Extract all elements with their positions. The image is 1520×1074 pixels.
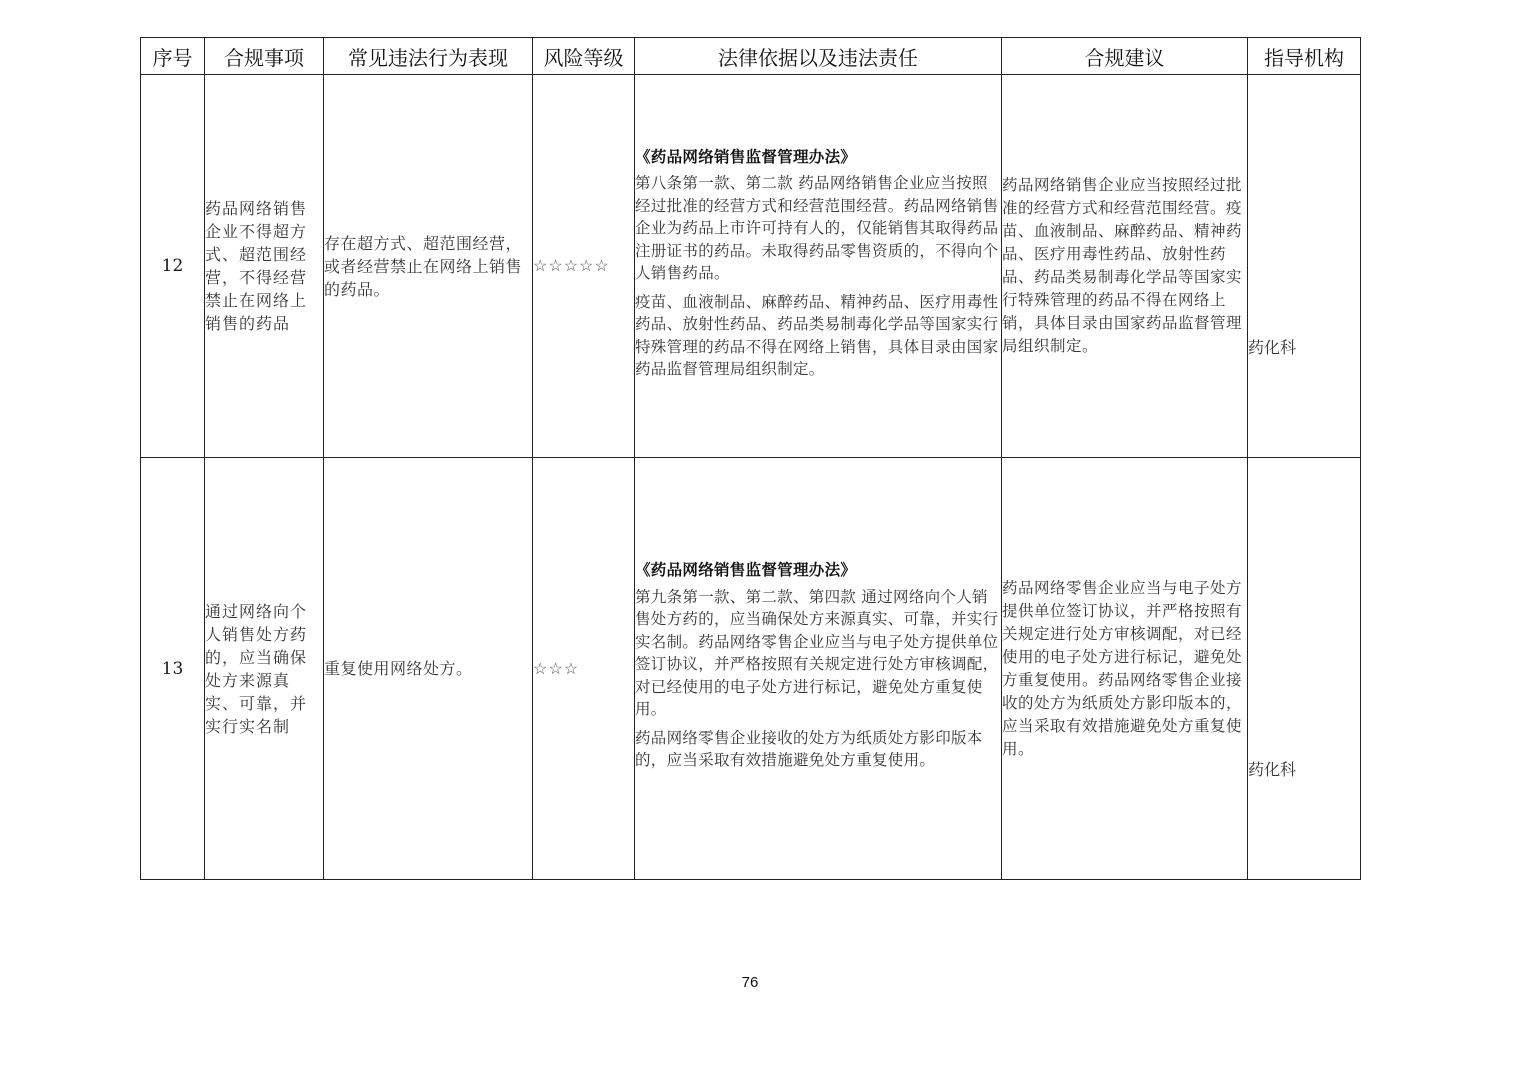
table-row [141,458,1361,880]
violation-behavior: 存在超方式、超范围经营，或者经营禁止在网络上销售的药品。 [324,75,533,458]
compliance-advice: 药品网络销售企业应当按照经过批准的经营方式和经营范围经营。疫苗、血液制品、麻醉药品、精神药品、医疗用毒性药品、放射性药品、药品类易制毒化学品等国家实行特殊管理的药品不得在网络上销，具体目录由国家药品监督管理局组织制定。 [1002,75,1248,458]
header-advice: 合规建议 [1002,38,1248,75]
header-risk: 风险等级 [533,38,635,75]
guiding-organization [1248,75,1361,458]
page-number: 76 [741,974,759,991]
header-num: 序号 [141,38,205,75]
legal-basis [635,458,1002,880]
row-number: 12 [141,75,205,458]
compliance-table [140,37,1361,880]
header-item: 合规事项 [205,38,324,75]
row-number: 13 [141,458,205,880]
law-paragraph: 药品网络零售企业接收的处方为纸质处方影印版本的，应当采取有效措施避免处方重复使用。 [635,728,983,770]
table-row [141,75,1361,458]
table-header-row [141,38,1361,75]
organization-name: 药化科 [1248,760,1297,779]
law-title: 《药品网络销售监督管理办法》 [635,560,857,580]
compliance-advice: 药品网络零售企业应当与电子处方提供单位签订协议，并严格按照有关规定进行处方审核调配，对已经使用的电子处方进行标记，避免处方重复使用。药品网络零售企业接收的处方为纸质处方影印版本的，应当采取有效措施避免处方重复使用。 [1002,458,1248,880]
header-org: 指导机构 [1248,38,1361,75]
violation-behavior: 重复使用网络处方。 [324,458,533,880]
risk-level-stars: ☆☆☆ [533,458,635,880]
law-paragraph: 第九条第一款、第二款、第四款 通过网络向个人销售处方药的，应当确保处方来源真实、可靠，并实行实名制。药品网络零售企业应当与电子处方提供单位签订协议，并严格按照有关规定进行处方审核调配，对已经使用的电子处方进行标记，避免处方重复使用。 [635,587,999,719]
law-title: 《药品网络销售监督管理办法》 [635,146,857,166]
law-paragraph: 疫苗、血液制品、麻醉药品、精神药品、医疗用毒性药品、放射性药品、药品类易制毒化学品等国家实行特殊管理的药品不得在网络上销售，具体目录由国家药品监督管理局组织制定。 [635,292,999,378]
risk-level-stars: ☆☆☆☆☆ [533,75,635,458]
header-behavior: 常见违法行为表现 [324,38,533,75]
law-paragraph: 第八条第一款、第二款 药品网络销售企业应当按照经过批准的经营方式和经营范围经营。药品网络销售企业为药品上市许可持有人的，仅能销售其取得药品注册证书的药品。未取得药品零售资质的，不得向个人销售药品。 [635,174,999,282]
guiding-organization [1248,458,1361,880]
organization-name: 药化科 [1248,337,1297,357]
legal-basis [635,75,1002,458]
compliance-item: 药品网络销售企业不得超方式、超范围经营，不得经营禁止在网络上销售的药品 [205,75,324,458]
compliance-item: 通过网络向个人销售处方药的，应当确保处方来源真实、可靠，并实行实名制 [205,458,324,880]
header-legal: 法律依据以及违法责任 [635,38,1002,75]
